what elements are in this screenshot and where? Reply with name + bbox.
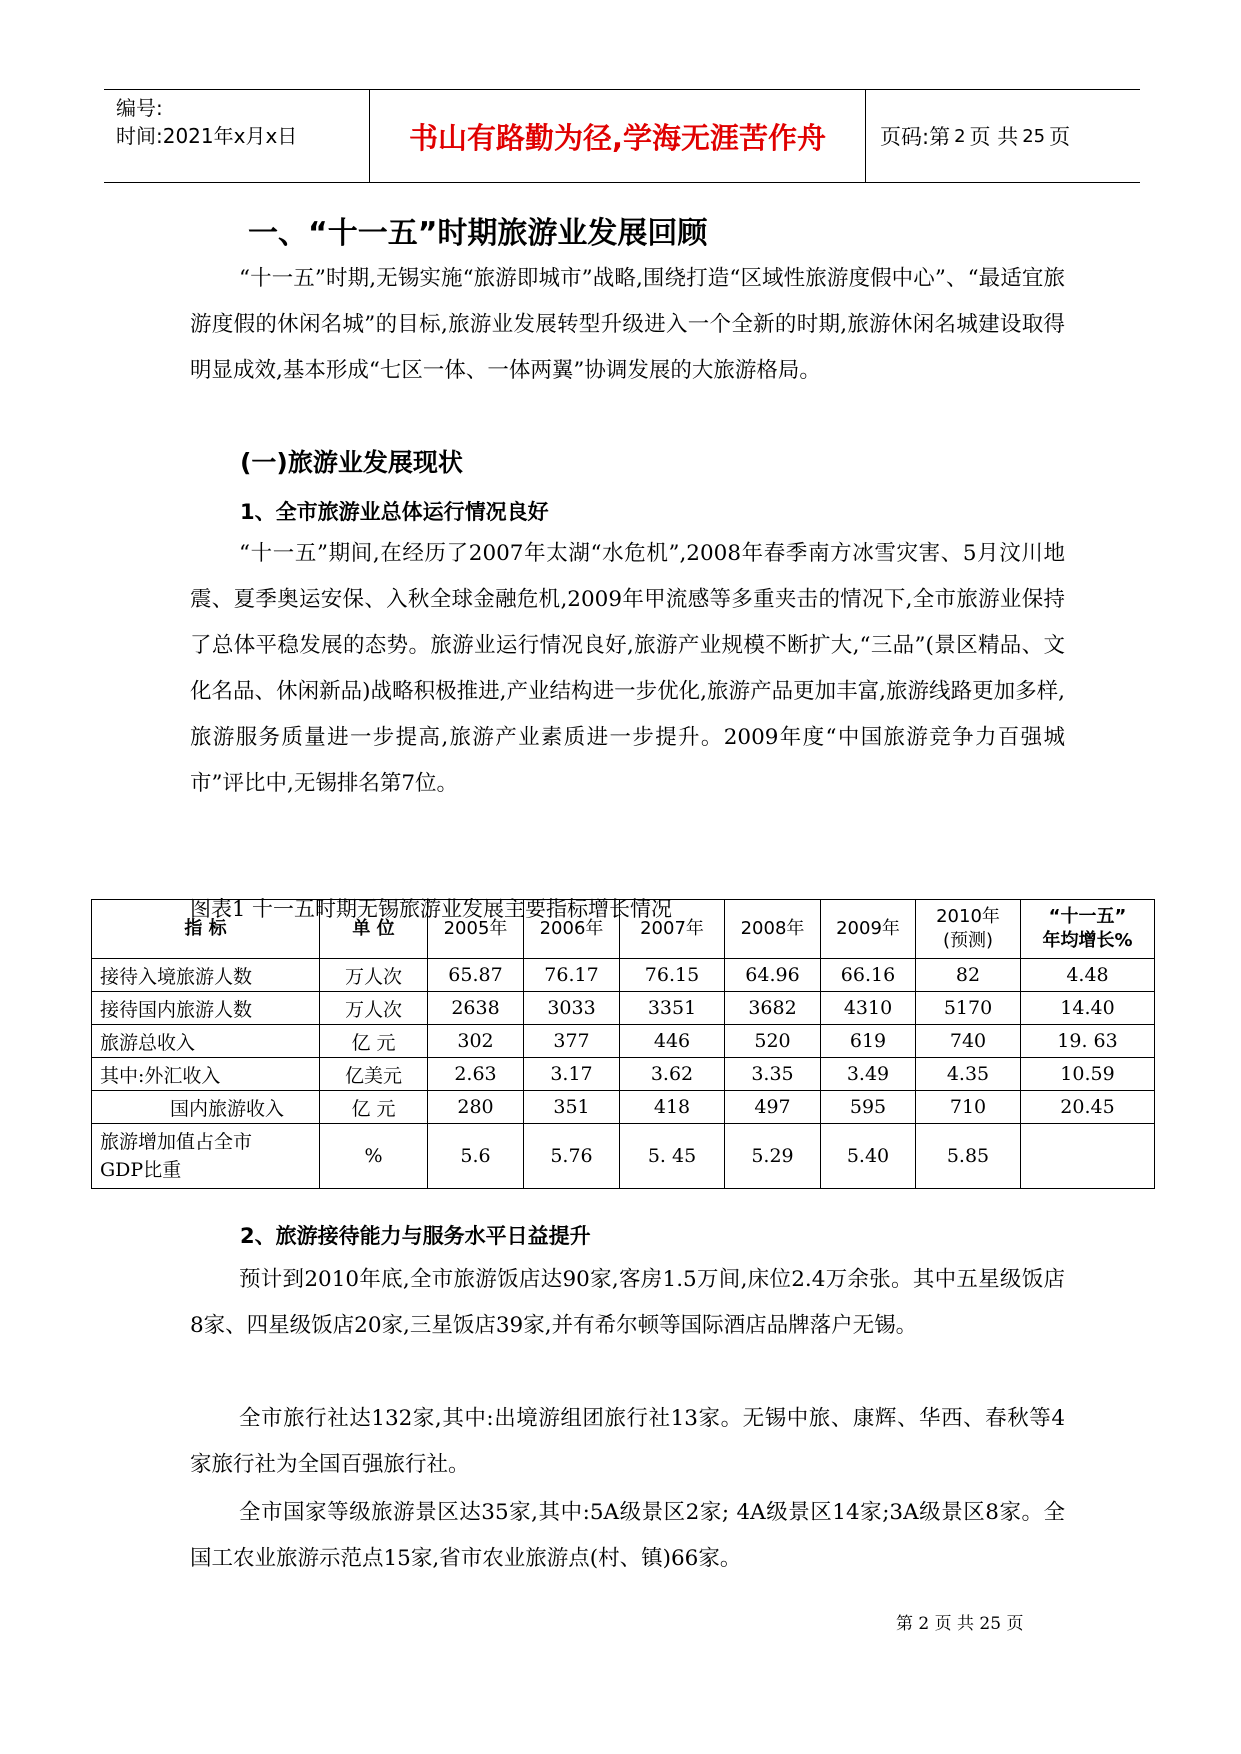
header-growth-line2: 年均增长%	[1042, 930, 1133, 951]
cell-2007: 3351	[620, 992, 725, 1025]
row-name	[92, 1124, 320, 1189]
header-2010-line1: 2010年	[936, 906, 1000, 927]
chapter-title: 一、“十一五”时期旅游业发展回顾	[248, 216, 708, 251]
cell-2009: 66.16	[821, 959, 916, 992]
row-name-line2: GDP比重	[100, 1159, 182, 1181]
table-row	[92, 1124, 1155, 1189]
cell-growth: 10.59	[1021, 1058, 1155, 1091]
cell-2007: 5. 45	[620, 1124, 725, 1189]
paragraph-hotels: 预计到2010年底,全市旅游饭店达90家,客房1.5万间,床位2.4万余张。其中五星级饭店8家、四星级饭店20家,三星饭店39家,并有希尔顿等国际酒店品牌落户无锡。	[190, 1267, 1065, 1338]
cell-growth: 20.45	[1021, 1091, 1155, 1124]
row-name: 其中:外汇收入	[92, 1058, 320, 1091]
cell-2005: 5.6	[428, 1124, 524, 1189]
cell-2006: 351	[524, 1091, 620, 1124]
cell-2010: 740	[916, 1025, 1021, 1058]
paragraph-travel-agencies: 全市旅行社达132家,其中:出境游组团旅行社13家。无锡中旅、康辉、华西、春秋等4家旅行社为全国百强旅行社。	[190, 1406, 1065, 1477]
header-growth	[1021, 900, 1155, 959]
cell-2010: 5.85	[916, 1124, 1021, 1189]
cell-2006: 377	[524, 1025, 620, 1058]
header-page-info	[866, 90, 1140, 182]
subsection-heading-2: 2、旅游接待能力与服务水平日益提升	[240, 1224, 591, 1248]
paragraph-overview: “十一五”期间,在经历了2007年太湖“水危机”,2008年春季南方冰雪灾害、5月汶川地震、夏季奥运安保、入秋全球金融危机,2009年甲流感等多重夹击的情况下,全市旅游业保持了总体平稳发展的态势。旅游业运行情况良好,旅游产业规模不断扩大,“三品”(景区精品、文化名品、休闲新品)战略积极推进,产业结构进一步优化,旅游产品更加丰富,旅游线路更加多样,旅游服务质量进一步提高,旅游产业素质进一步提升。2009年度“中国旅游竞争力百强城市”评比中,无锡排名第7位。	[190, 541, 1065, 796]
cell-2007: 76.15	[620, 959, 725, 992]
header-unit: 单 位	[320, 900, 428, 959]
cell-2009: 595	[821, 1091, 916, 1124]
row-unit: 亿美元	[320, 1058, 428, 1091]
cell-2006: 3.17	[524, 1058, 620, 1091]
header-2005: 2005年	[428, 900, 524, 959]
header-growth-line1: “十一五”	[1048, 906, 1127, 927]
cell-2006: 76.17	[524, 959, 620, 992]
cell-growth	[1021, 1124, 1155, 1189]
header-2010-line2: (预测)	[942, 930, 994, 951]
indicator-table	[91, 899, 1155, 1189]
table-row	[92, 1025, 1155, 1058]
cell-2005: 302	[428, 1025, 524, 1058]
page-prefix: 页码:第	[880, 125, 951, 149]
page-footer: 第 2 页 共 25 页	[896, 1614, 1024, 1634]
cell-2009: 5.40	[821, 1124, 916, 1189]
cell-2005: 2638	[428, 992, 524, 1025]
row-name: 接待国内旅游人数	[92, 992, 320, 1025]
cell-2008: 3.35	[725, 1058, 821, 1091]
cell-2008: 64.96	[725, 959, 821, 992]
header-2009: 2009年	[821, 900, 916, 959]
table-row	[92, 1091, 1155, 1124]
table-row	[92, 992, 1155, 1025]
time-label: 时间:2021年x月x日	[116, 124, 298, 148]
section-heading: (一)旅游业发展现状	[240, 448, 463, 477]
row-name-line1: 旅游增加值占全市	[100, 1131, 253, 1153]
header-meta	[104, 90, 370, 182]
cell-2005: 2.63	[428, 1058, 524, 1091]
header-motto: 书山有路勤为径,学海无涯苦作舟	[370, 90, 866, 182]
table-row	[92, 1058, 1155, 1091]
cell-2010: 5170	[916, 992, 1021, 1025]
subsection-heading-1: 1、全市旅游业总体运行情况良好	[240, 500, 549, 524]
cell-2007: 418	[620, 1091, 725, 1124]
page-header	[104, 89, 1140, 183]
header-indicator: 指 标	[92, 900, 320, 959]
page-suffix: 页	[1049, 125, 1071, 149]
cell-2008: 3682	[725, 992, 821, 1025]
page-total: 25	[1022, 125, 1046, 147]
header-2006: 2006年	[524, 900, 620, 959]
row-name: 国内旅游收入	[92, 1091, 320, 1124]
header-2008: 2008年	[725, 900, 821, 959]
paragraph-scenic-spots: 全市国家等级旅游景区达35家,其中:5A级景区2家; 4A级景区14家;3A级景区8家。全国工农业旅游示范点15家,省市农业旅游点(村、镇)66家。	[190, 1500, 1065, 1571]
row-unit: 万人次	[320, 959, 428, 992]
intro-paragraph: “十一五”时期,无锡实施“旅游即城市”战略,围绕打造“区域性旅游度假中心”、“最适宜旅游度假的休闲名城”的目标,旅游业发展转型升级进入一个全新的时期,旅游休闲名城建设取得明显成效,基本形成“七区一体、一体两翼”协调发展的大旅游格局。	[190, 266, 1065, 383]
cell-2010: 82	[916, 959, 1021, 992]
cell-2007: 446	[620, 1025, 725, 1058]
page-current: 2	[954, 125, 966, 147]
cell-2005: 65.87	[428, 959, 524, 992]
row-unit: 亿 元	[320, 1091, 428, 1124]
cell-2006: 3033	[524, 992, 620, 1025]
cell-2008: 5.29	[725, 1124, 821, 1189]
header-2007: 2007年	[620, 900, 725, 959]
cell-2007: 3.62	[620, 1058, 725, 1091]
row-unit: %	[320, 1124, 428, 1189]
cell-2005: 280	[428, 1091, 524, 1124]
table-row	[92, 959, 1155, 992]
row-unit: 万人次	[320, 992, 428, 1025]
row-unit: 亿 元	[320, 1025, 428, 1058]
cell-growth: 14.40	[1021, 992, 1155, 1025]
number-label: 编号:	[116, 96, 163, 120]
cell-growth: 19. 63	[1021, 1025, 1155, 1058]
cell-2006: 5.76	[524, 1124, 620, 1189]
table-caption: 图表1 十一五时期无锡旅游业发展主要指标增长情况	[190, 897, 673, 921]
cell-2009: 3.49	[821, 1058, 916, 1091]
cell-2010: 710	[916, 1091, 1021, 1124]
cell-2009: 4310	[821, 992, 916, 1025]
table-header-row	[92, 900, 1155, 959]
cell-2008: 497	[725, 1091, 821, 1124]
page-middle: 页 共	[969, 125, 1019, 149]
cell-2009: 619	[821, 1025, 916, 1058]
cell-2008: 520	[725, 1025, 821, 1058]
cell-growth: 4.48	[1021, 959, 1155, 992]
row-name: 接待入境旅游人数	[92, 959, 320, 992]
row-name: 旅游总收入	[92, 1025, 320, 1058]
header-2010	[916, 900, 1021, 959]
cell-2010: 4.35	[916, 1058, 1021, 1091]
